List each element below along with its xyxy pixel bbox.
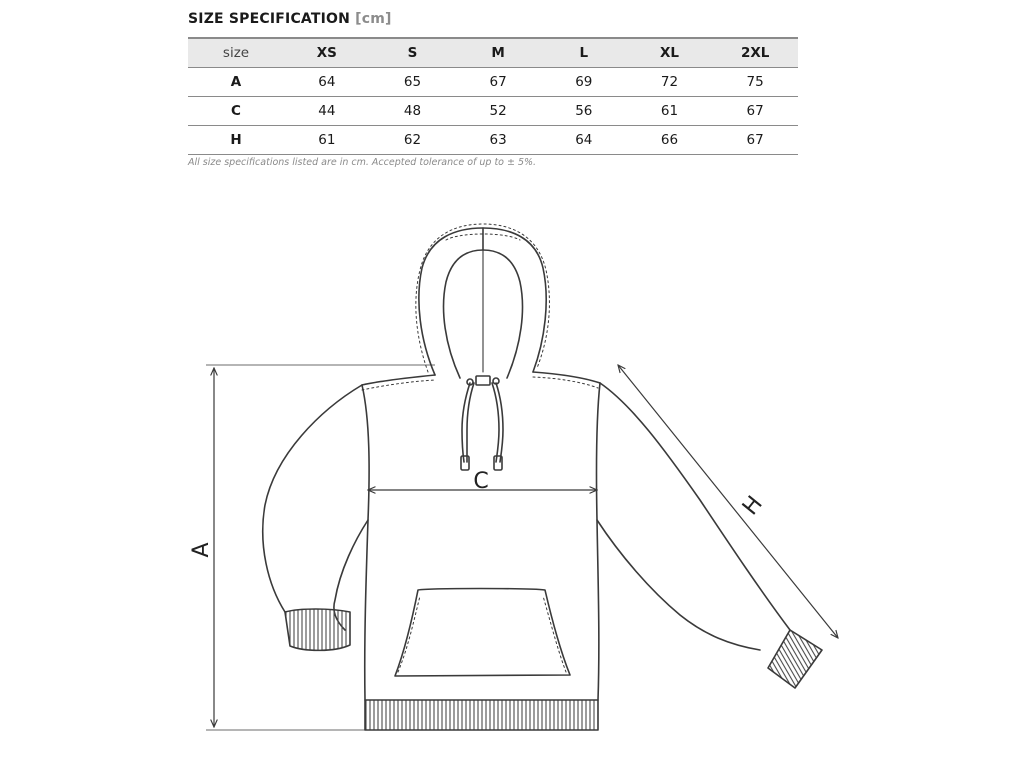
- hem-band: [365, 700, 598, 730]
- row-label: H: [230, 132, 242, 148]
- table-cell: 64: [575, 132, 593, 148]
- left-cuff: [285, 609, 350, 650]
- right-cuff: [768, 630, 822, 688]
- body-right-side: [596, 383, 600, 700]
- table-cell: 64: [318, 74, 336, 90]
- right-sleeve-inner: [597, 520, 760, 650]
- measure-h-line: [618, 365, 838, 638]
- header-cell: L: [579, 45, 589, 61]
- label-a: A: [189, 542, 214, 558]
- drawstring-right: [492, 383, 499, 462]
- label-c: C: [473, 469, 489, 494]
- table-cell: 61: [660, 103, 679, 119]
- header-cell: XL: [659, 45, 679, 61]
- table-cell: 75: [746, 74, 764, 90]
- header-cell: M: [491, 45, 505, 61]
- table-cell: 67: [489, 74, 507, 90]
- table-cell: 69: [575, 74, 593, 90]
- table-cell: 52: [489, 103, 507, 119]
- table-cell: 67: [746, 103, 764, 119]
- row-label: A: [230, 74, 242, 90]
- header-cell: 2XL: [740, 45, 770, 61]
- table-cell: 66: [660, 132, 679, 148]
- table-cell: 62: [403, 132, 422, 148]
- body-left-side: [362, 385, 369, 700]
- table-cell: 72: [660, 74, 679, 90]
- row-label: C: [231, 103, 241, 119]
- table-cell: 61: [318, 132, 336, 148]
- header-cell: S: [407, 45, 418, 61]
- title-unit: [cm]: [355, 11, 392, 27]
- left-sleeve-outer: [263, 385, 362, 612]
- title-main: SIZE SPECIFICATION: [188, 11, 351, 27]
- header-cell: XS: [316, 45, 337, 61]
- table-cell: 48: [403, 103, 422, 119]
- tolerance-note: All size specifications listed are in cm. Accepted tolerance of up to ± 5%.: [188, 157, 537, 168]
- drawstring-left: [462, 383, 470, 462]
- table-cell: 63: [489, 132, 507, 148]
- table-cell: 56: [575, 103, 593, 119]
- table-cell: 65: [403, 74, 422, 90]
- table-cell: 67: [746, 132, 764, 148]
- kangaroo-pocket: [395, 589, 570, 677]
- label-h: H: [738, 491, 768, 521]
- table-cell: 44: [318, 103, 336, 119]
- header-cell: size: [222, 45, 250, 61]
